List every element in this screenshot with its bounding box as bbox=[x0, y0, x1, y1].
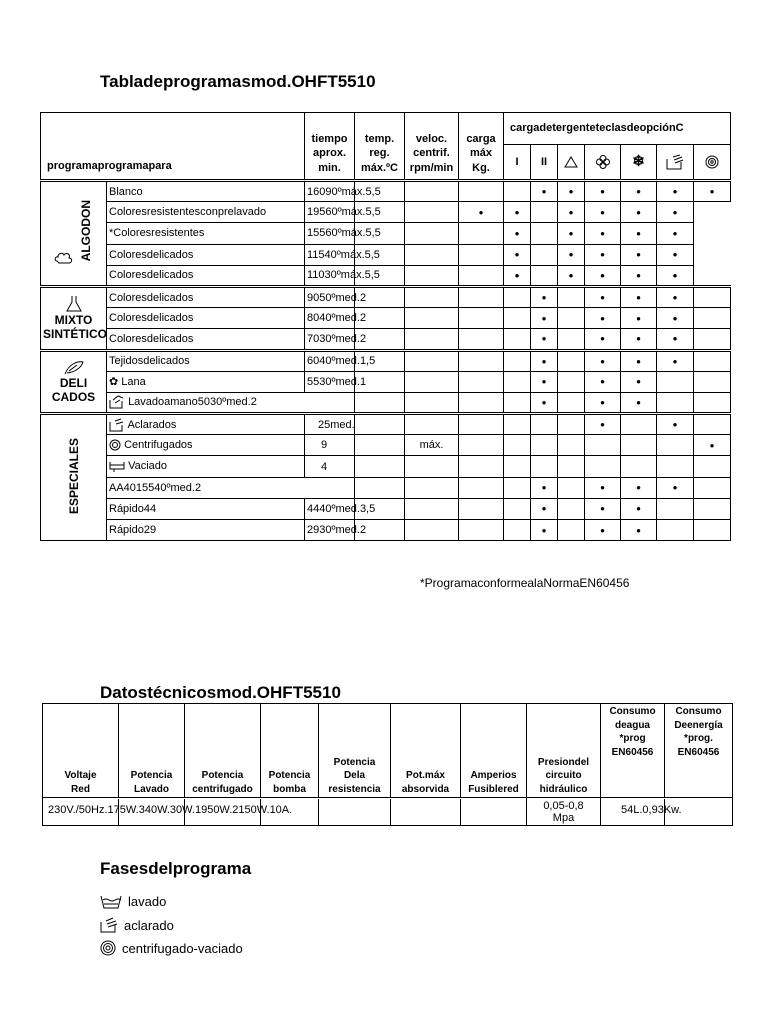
cotton-icon bbox=[54, 251, 74, 267]
program-name: Coloresdelicados bbox=[107, 308, 305, 329]
program-table-title: Tabladeprogramasmod.OHFT5510 bbox=[100, 72, 376, 91]
category-delicados: DELI CADOS bbox=[41, 350, 107, 414]
program-name: Rápido44 bbox=[107, 498, 305, 519]
header-pot-max: Pot.máx absorvida bbox=[391, 704, 461, 798]
tech-table-title: Datostécnicosmod.OHFT5510 bbox=[100, 683, 341, 702]
col-header-temp: temp. reg. máx.ºC bbox=[355, 113, 405, 181]
fase-centrifugado-vaciado: centrifugado-vaciado bbox=[100, 940, 243, 956]
program-name: Coloresdelicados bbox=[107, 286, 305, 307]
program-name: Vaciado bbox=[107, 456, 305, 477]
header-consumo-energia: Consumo Deenergía *prog. EN60456 bbox=[665, 704, 733, 798]
header-potencia-lavado: Potencia Lavado bbox=[119, 704, 185, 798]
category-mixto: MIXTO SINTÉTICO bbox=[41, 286, 107, 350]
program-name: *Coloresresistentes bbox=[107, 223, 305, 244]
table-row: MIXTO SINTÉTICO Coloresdelicados 9050ºmed.2 • • • • bbox=[41, 286, 731, 307]
header-presion: Presiondel circuito hidráulico bbox=[527, 704, 601, 798]
program-values: 6040ºmed.1,5 bbox=[305, 350, 355, 371]
category-especiales: ESPECIALES bbox=[41, 414, 107, 541]
col-header-carga-detergente: cargadetergenteteclasdeopciónC bbox=[510, 122, 684, 135]
program-values: 4 bbox=[305, 456, 355, 477]
table-row: ✿ Lana 5530ºmed.1 • • • bbox=[41, 371, 731, 392]
program-name: Coloresdelicados bbox=[107, 244, 305, 265]
program-name: Lavadoamano5030ºmed.2 bbox=[107, 392, 355, 413]
header-amperios: Amperios Fusiblered bbox=[461, 704, 527, 798]
program-table bbox=[40, 112, 731, 541]
program-name: Aclarados bbox=[107, 414, 305, 435]
program-name: Coloresdelicados bbox=[107, 265, 305, 286]
program-values: 9 bbox=[305, 435, 355, 456]
program-values: 8040ºmed.2 bbox=[305, 308, 355, 329]
table-row: AA4015540ºmed.2 • • • • bbox=[41, 477, 731, 498]
col-header-II: II bbox=[531, 145, 558, 181]
table-row: Rápido44 4440ºmed.3,5 • • • bbox=[41, 498, 731, 519]
footnote: *ProgramaconformealaNormaEN60456 bbox=[420, 576, 630, 590]
tech-data-table bbox=[42, 703, 733, 826]
col-header-I: I bbox=[504, 145, 531, 181]
table-row: *Coloresresistentes 15560ºmáx.5,5 • • • • • bbox=[41, 223, 731, 244]
spin-icon bbox=[100, 940, 116, 956]
program-name: Blanco bbox=[107, 181, 305, 202]
wool-icon: ✿ bbox=[109, 376, 119, 389]
col-header-programa: programaprogramapara bbox=[47, 159, 172, 172]
program-speed: máx. bbox=[405, 435, 459, 456]
program-values: 11030ºmáx.5,5 bbox=[305, 265, 355, 286]
program-values: 9050ºmed.2 bbox=[305, 286, 355, 307]
table-row: Coloresdelicados 11540ºmáx.5,5 • • • • • bbox=[41, 244, 731, 265]
program-values: 5530ºmed.1 bbox=[305, 371, 355, 392]
col-header-carga: carga máx Kg. bbox=[459, 113, 504, 181]
program-name: Coloresresistentesconprelavado bbox=[107, 202, 305, 223]
drain-icon bbox=[109, 461, 125, 473]
program-name: Rápido29 bbox=[107, 520, 305, 541]
header-potencia-bomba: Potencia bomba bbox=[261, 704, 319, 798]
table-row: ESPECIALES Aclarados 25med. • • bbox=[41, 414, 731, 435]
snowflake-icon: ❄ bbox=[632, 153, 645, 171]
table-row: Lavadoamano5030ºmed.2 • • • bbox=[41, 392, 731, 413]
program-values: 16090ºmáx.5,5 bbox=[305, 181, 355, 202]
program-values: 2930ºmed.2 bbox=[305, 520, 355, 541]
header-voltaje: Voltaje Red bbox=[43, 704, 119, 798]
table-row: ALGODON Blanco 16090ºmáx.5,5 • • • • • • bbox=[41, 181, 731, 202]
program-values: 4440ºmed.3,5 bbox=[305, 498, 355, 519]
table-row: Coloresdelicados 8040ºmed.2 • • • • bbox=[41, 308, 731, 329]
header-potencia-centrifugado: Potencia centrifugado bbox=[185, 704, 261, 798]
rinse-icon bbox=[109, 418, 125, 432]
rinse-icon bbox=[100, 917, 118, 933]
feather-icon bbox=[63, 360, 85, 376]
program-name: AA4015540ºmed.2 bbox=[107, 477, 355, 498]
spin-icon bbox=[705, 155, 719, 169]
spin-icon bbox=[109, 439, 121, 451]
program-values: 25med. bbox=[305, 414, 355, 435]
wash-tub-icon bbox=[100, 895, 122, 909]
program-values: 7030ºmed.2 bbox=[305, 329, 355, 350]
program-name: Tejidosdelicados bbox=[107, 350, 305, 371]
triangle-icon bbox=[564, 156, 578, 168]
table-row: Coloresresistentesconprelavado 19560ºmáx.5,5 • • • • • • bbox=[41, 202, 731, 223]
col-header-tiempo: tiempo aprox. min. bbox=[305, 113, 355, 181]
program-values: 11540ºmáx.5,5 bbox=[305, 244, 355, 265]
table-row: Coloresdelicados 11030ºmáx.5,5 • • • • • bbox=[41, 265, 731, 286]
program-name: Coloresdelicados bbox=[107, 329, 305, 350]
presion-value: 0,05-0,8 Mpa bbox=[527, 798, 601, 826]
header-consumo-agua: Consumo deagua *prog EN60456 bbox=[601, 704, 665, 798]
consumo-values: 54L.0,93Kw. bbox=[621, 804, 682, 816]
program-values: 19560ºmáx.5,5 bbox=[305, 202, 355, 223]
program-values: 15560ºmáx.5,5 bbox=[305, 223, 355, 244]
col-header-veloc: veloc. centrif. rpm/min bbox=[405, 113, 459, 181]
fase-aclarado: aclarado bbox=[100, 917, 174, 933]
table-row: DELI CADOS Tejidosdelicados 6040ºmed.1,5 • • • • bbox=[41, 350, 731, 371]
header-potencia-resistencia: Potencia Dela resistencia bbox=[319, 704, 391, 798]
flower-icon bbox=[595, 154, 611, 170]
table-row: Centrifugados 9 máx. • bbox=[41, 435, 731, 456]
hand-wash-icon bbox=[109, 395, 125, 409]
program-name: ✿ Lana bbox=[107, 371, 305, 392]
table-row: Rápido29 2930ºmed.2 • • • bbox=[41, 520, 731, 541]
flask-icon bbox=[66, 295, 82, 313]
category-algodon: ALGODON bbox=[41, 181, 107, 287]
tech-values: 230V./50Hz.175W.340W.30W.1950W.2150W.10A. bbox=[48, 804, 293, 816]
fase-lavado: lavado bbox=[100, 894, 166, 909]
program-name: Centrifugados bbox=[107, 435, 305, 456]
table-row: Coloresdelicados 7030ºmed.2 • • • • bbox=[41, 329, 731, 350]
fases-title: Fasesdelprograma bbox=[100, 859, 252, 878]
rinse-icon bbox=[665, 153, 685, 171]
table-row bbox=[41, 456, 731, 477]
